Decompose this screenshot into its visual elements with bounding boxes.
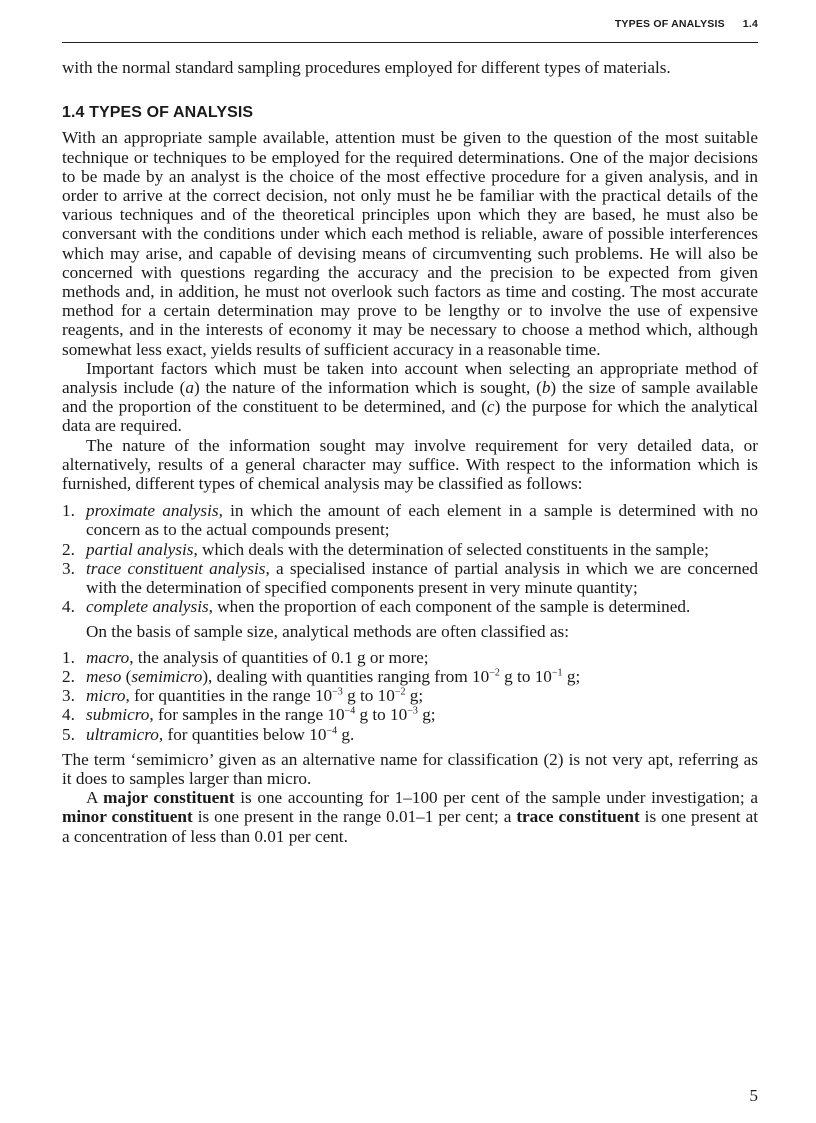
list-item: [62, 501, 758, 539]
list-number: 1.: [62, 501, 75, 521]
list-number: 3.: [62, 686, 75, 706]
list-item: [62, 559, 758, 597]
term-trace-constituent: trace constituent: [516, 807, 640, 827]
p2-label-b: b: [541, 378, 551, 398]
list-term: micro: [86, 686, 126, 706]
list-desc: , a specialised instance of partial analysis in which we are concerned with the determination of specified components present in very minute quantity;: [86, 558, 759, 598]
exponent: −4: [344, 705, 356, 717]
list-item: [62, 648, 758, 667]
exponent: −1: [551, 667, 563, 679]
list-number: 2.: [62, 539, 75, 559]
p6-text-2: is one present in the range 0.01–1 per cent; a: [192, 807, 517, 827]
list-number: 2.: [62, 666, 75, 686]
list-item: [62, 686, 758, 705]
list-item: [62, 725, 758, 744]
list-term: meso: [86, 666, 122, 686]
list-desc: , for samples in the range 10: [149, 705, 345, 725]
p2-text-2: ) the nature of the information which is sought, (: [193, 378, 542, 398]
list-desc: ), dealing with quantities ranging from 10: [202, 666, 490, 686]
paragraph-5: The term ‘semimicro’ given as an alternative name for classification (2) is not very apt, referring as it does to samples larger than micro.: [62, 749, 758, 788]
list-desc: g to 10: [499, 666, 552, 686]
exponent: −2: [489, 667, 500, 679]
section-heading: 1.4 TYPES OF ANALYSIS: [62, 104, 254, 122]
list-desc: g to 10: [342, 686, 395, 706]
p6-text-0: A: [86, 788, 104, 808]
list-desc: g to 10: [355, 705, 408, 725]
list-desc: g;: [562, 666, 581, 686]
term-minor-constituent: minor constituent: [62, 807, 193, 827]
p2-label-c: c: [486, 397, 495, 417]
list-desc: , in which the amount of each element in a sample is determined with no concern as to the actual compounds present;: [86, 501, 758, 540]
analysis-types-list: [62, 501, 758, 616]
list-number: 1.: [62, 647, 75, 667]
p6-text-3: is one present at a concentration of less than 0.01 per cent.: [62, 807, 758, 846]
list-term: proximate analysis: [86, 501, 219, 521]
list-number: 4.: [62, 597, 75, 617]
list-term: complete analysis: [86, 597, 209, 617]
list-item: [62, 540, 758, 559]
p2-text-1: Important factors which must be taken into account when selecting an appropriate method of analysis include (: [62, 358, 758, 398]
exponent: −4: [326, 724, 338, 736]
exponent: −3: [407, 705, 418, 717]
list-desc: , for quantities in the range 10: [125, 686, 333, 706]
list-desc: g.: [337, 724, 355, 744]
exponent: −3: [332, 686, 343, 698]
list-term: submicro: [86, 705, 150, 725]
paragraph-4: On the basis of sample size, analytical methods are often classified as:: [86, 622, 570, 642]
list-number: 4.: [62, 705, 75, 725]
list-item: [62, 597, 758, 616]
p2-text-4: ) the purpose for which the analytical data are required.: [62, 397, 758, 436]
list-desc: , the analysis of quantities of 0.1 g or more;: [129, 647, 429, 667]
running-head-title: TYPES OF ANALYSIS: [614, 18, 725, 30]
list-term: ultramicro: [86, 724, 159, 744]
running-head-section: 1.4: [742, 18, 758, 30]
list-desc: (: [121, 666, 132, 686]
intro-paragraph: with the normal standard sampling procedures employed for different types of materials.: [62, 58, 671, 77]
list-number: 5.: [62, 724, 75, 744]
exponent: −2: [394, 686, 406, 698]
paragraph-1: With an appropriate sample available, attention must be given to the question of the most suitable technique or techniques to be employed for the required determinations. One of the major decisions to be made by an analyst is the choice of the most effective procedure for a given analysis, and in order to arrive at the correct decision, not only must he be familiar with the practical details of the various techniques and of the theoretical principles upon which they are based, he must also be conversant with the conditions under which each method is reliable, aware of possible interferences which may arise, and capable of devising means of circumventing such problems. He will also be concerned with questions regarding the accuracy and the precision to be expected from given methods and, in addition, he must not overlook such factors as time and costing. The most accurate method for a certain determination may prove to be lengthy or to involve the use of expensive reagents, and in the interests of economy it may be necessary to choose a method which, although somewhat less exact, yields results of sufficient accuracy in a reasonable time.: [62, 128, 758, 359]
list-desc: g;: [417, 705, 436, 725]
list-term: macro: [86, 647, 130, 667]
paragraph-6: [62, 788, 758, 846]
page-number: 5: [749, 1086, 758, 1105]
term-major-constituent: major constituent: [103, 788, 235, 808]
list-desc: , when the proportion of each component of the sample is determined.: [208, 597, 691, 617]
header-rule: [62, 42, 758, 43]
list-item: [62, 667, 758, 686]
list-item: [62, 705, 758, 724]
list-term: trace constituent analysis: [86, 558, 266, 578]
size-classes-list: [62, 648, 758, 744]
running-head: [615, 18, 758, 30]
paragraph-3: The nature of the information sought may involve requirement for very detailed data, or alternatively, results of a general character may suffice. With respect to the information which is furnished, different types of chemical analysis may be classified as follows:: [62, 435, 758, 494]
paragraph-2: [62, 359, 758, 436]
p2-label-a: a: [185, 378, 194, 398]
list-term: partial analysis: [86, 539, 194, 559]
p6-text-1: is one accounting for 1–100 per cent of the sample under investigation; a: [234, 788, 758, 808]
list-desc: , for quantities below 10: [158, 724, 327, 744]
list-number: 3.: [62, 558, 75, 578]
list-term-alt: semimicro: [131, 666, 203, 686]
p2-text-3: ) the size of sample available and the proportion of the constituent to be determined, and (: [62, 378, 758, 417]
body-text: [62, 58, 758, 846]
list-desc: g;: [405, 686, 424, 706]
list-desc: , which deals with the determination of selected constituents in the sample;: [193, 539, 709, 559]
